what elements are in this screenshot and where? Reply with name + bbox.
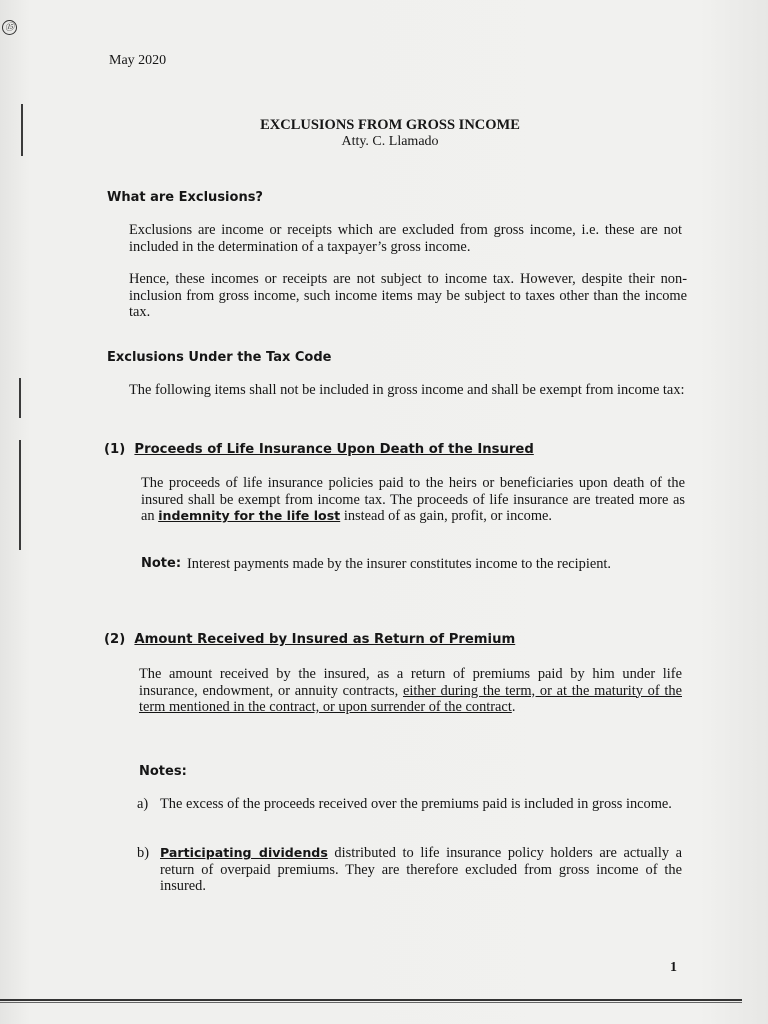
item-1-note-label: Note: bbox=[141, 556, 182, 571]
margin-mark bbox=[19, 378, 21, 418]
bottom-rule-secondary bbox=[0, 1002, 742, 1003]
note-b-text: distributed to life insurance policy holders are actually a return of overpaid premiums. They are therefore excluded from gross income of the insured. bbox=[160, 845, 683, 894]
margin-mark bbox=[21, 104, 23, 156]
paragraph-intro: The following items shall not be included in gross income and shall be exempt from income tax: bbox=[129, 382, 685, 398]
bottom-rule bbox=[0, 999, 742, 1001]
note-a-label: a) bbox=[137, 796, 149, 812]
item-2-notes-label: Notes: bbox=[139, 764, 187, 779]
heading-what-are-exclusions: What are Exclusions? bbox=[107, 190, 263, 205]
document-header bbox=[200, 117, 580, 150]
item-1-text-after: instead of as gain, profit, or income. bbox=[340, 508, 553, 524]
item-2-heading bbox=[104, 632, 515, 647]
item-2-note-b bbox=[137, 845, 682, 895]
margin-mark bbox=[19, 440, 21, 550]
item-2-paragraph bbox=[139, 666, 682, 716]
item-1-note-text: Interest payments made by the insurer constitutes income to the recipient. bbox=[187, 556, 611, 572]
item-2-text-after: . bbox=[511, 699, 516, 715]
item-2-number: (2) bbox=[104, 632, 126, 647]
page-number: 1 bbox=[670, 960, 677, 975]
item-1-note bbox=[141, 556, 685, 573]
document-author: Atty. C. Llamado bbox=[341, 134, 439, 149]
page-mark: ⑮ bbox=[2, 20, 17, 35]
item-2-title: Amount Received by Insured as Return of Premium bbox=[134, 632, 516, 647]
note-b-label: b) bbox=[137, 845, 149, 861]
paragraph-definition: Exclusions are income or receipts which are excluded from gross income, i.e. these are not included in the determination of a taxpayer’s gross income. bbox=[129, 222, 682, 255]
document-date: May 2020 bbox=[109, 53, 167, 68]
item-1-heading bbox=[104, 442, 534, 457]
item-1-number: (1) bbox=[104, 442, 126, 457]
item-2-note-a bbox=[137, 796, 682, 813]
item-1-emphasis: indemnity for the life lost bbox=[158, 508, 341, 523]
item-2-text-before: The amount received by the insured, as a return of premiums paid by him under life insurance, endowment, or annuity contracts, bbox=[139, 666, 682, 699]
item-1-title: Proceeds of Life Insurance Upon Death of the Insured bbox=[134, 442, 534, 457]
heading-tax-code: Exclusions Under the Tax Code bbox=[107, 350, 332, 365]
item-2-underlined: either during the term, or at the maturity of the term mentioned in the contract, or upon surrender of the contract bbox=[139, 682, 682, 715]
note-b-emphasis: Participating dividends bbox=[160, 845, 328, 860]
note-b-body bbox=[160, 845, 682, 895]
note-a-text: The excess of the proceeds received over the premiums paid is included in gross income. bbox=[160, 796, 672, 812]
document-title: EXCLUSIONS FROM GROSS INCOME bbox=[260, 117, 520, 133]
item-1-paragraph bbox=[141, 475, 685, 525]
item-1-text-before: The proceeds of life insurance policies paid to the heirs or beneficiaries upon death of the insured shall be exempt from income tax. The proceeds of life insurance are treated more as an bbox=[141, 475, 685, 524]
paragraph-hence: Hence, these incomes or receipts are not subject to income tax. However, despite their non-inclusion from gross income, such income items may be subject to taxes other than the income tax. bbox=[129, 271, 687, 320]
